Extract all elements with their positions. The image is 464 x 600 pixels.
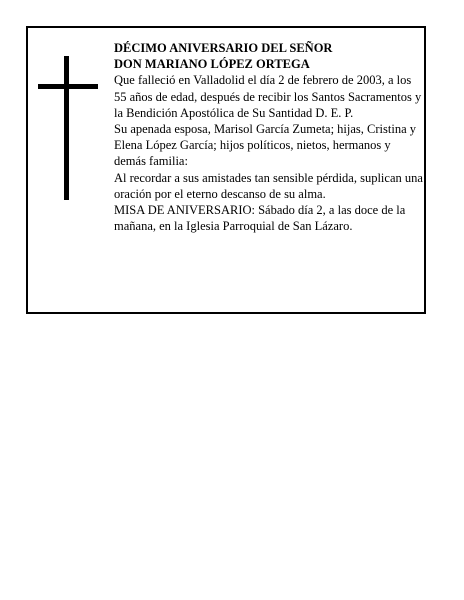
notice-paragraph-mass: MISA DE ANIVERSARIO: Sábado día 2, a las doce de la mañana, en la Iglesia Parroquial de San Lázaro. [114, 203, 406, 234]
notice-paragraph-death: Que falleció en Valladolid el día 2 de febrero de 2003, a los 55 años de edad, después de recibir los Santos Sacramentos y la Bendición Apostólica de Su Santidad D. E. P. [114, 73, 422, 120]
notice-paragraph-family: Su apenada esposa, Marisol García Zumeta; hijas, Cristina y Elena López García; hijos políticos, nietos, hermanos y demás familia: [114, 122, 417, 169]
cross-horizontal-bar [38, 84, 98, 89]
notice-heading-line1: DÉCIMO ANIVERSARIO DEL SEÑOR [114, 41, 333, 55]
cross-vertical-bar [64, 56, 69, 200]
notice-text [114, 40, 424, 234]
obituary-notice [26, 26, 426, 314]
latin-cross-icon [38, 56, 98, 200]
notice-heading-line2: DON MARIANO LÓPEZ ORTEGA [114, 57, 310, 72]
notice-paragraph-request: Al recordar a sus amistades tan sensible pérdida, suplican una oración por el eterno descanso de su alma. [114, 170, 423, 201]
